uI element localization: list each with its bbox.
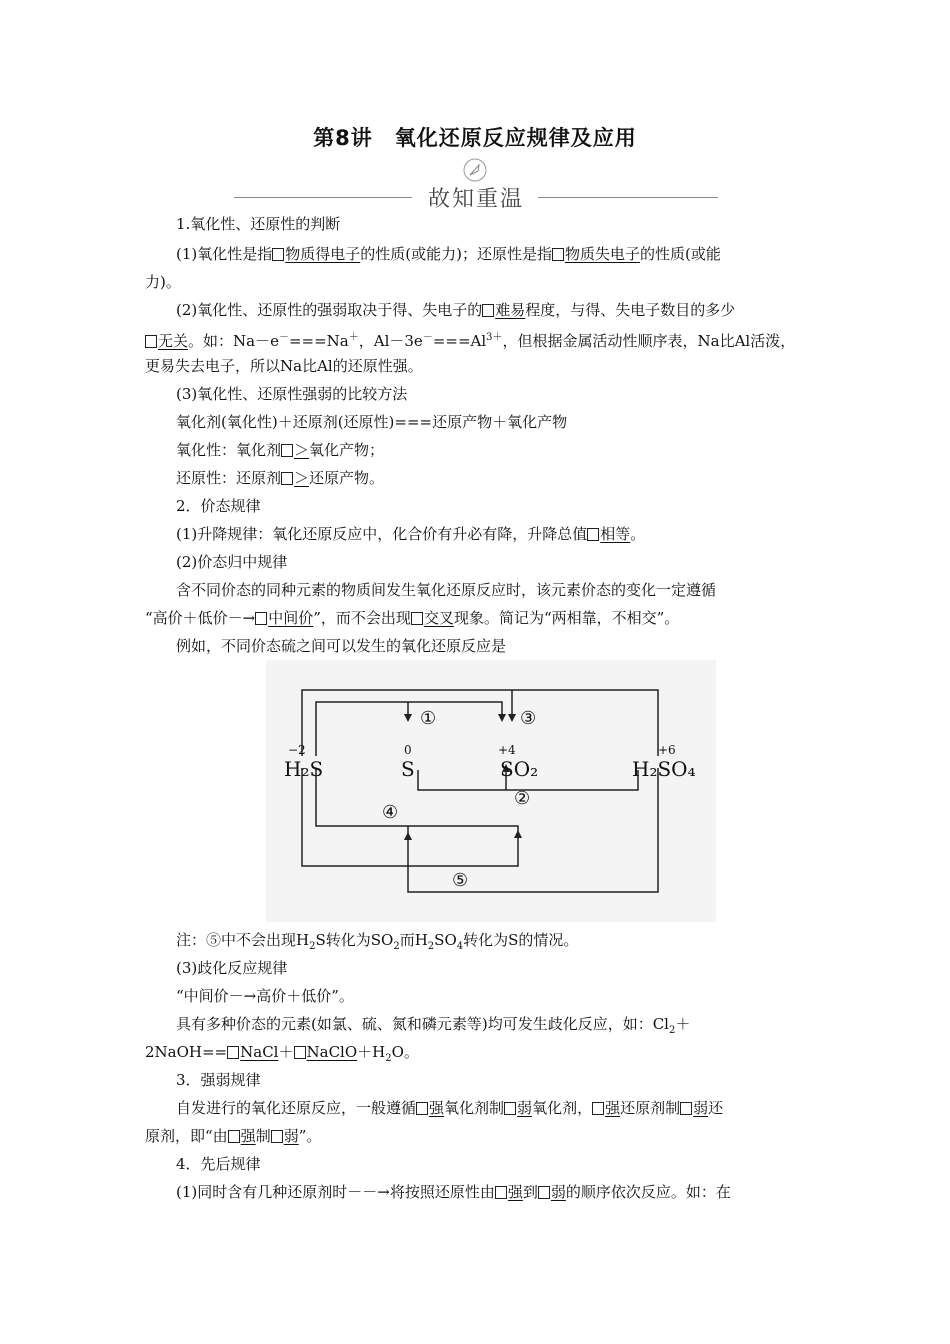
blank-box-icon — [281, 444, 293, 457]
blank-box-icon — [228, 1130, 240, 1143]
s2-p2a: 含不同价态的同种元素的物质间发生氧化还原反应时，该元素价态的变化一定遵循 — [176, 581, 717, 599]
divider-left — [234, 197, 412, 198]
divider-right — [538, 197, 718, 198]
valence-so2: +4 — [498, 743, 516, 757]
s3-p2: 原剂，即“由 强制 弱”。 — [145, 1127, 322, 1145]
s1-heading: 1.氧化性、还原性的判断 — [176, 215, 341, 233]
blank-box-icon — [281, 472, 293, 485]
blank-box-icon — [255, 612, 267, 625]
blank-box-icon — [416, 1102, 428, 1115]
blank-box-icon — [495, 1186, 507, 1199]
blank-box-icon — [294, 1046, 306, 1059]
valence-h2s: −2 — [288, 743, 306, 757]
species-s: S — [401, 757, 415, 781]
reaction-label-4: ④ — [382, 802, 399, 823]
valence-h2so4: +6 — [658, 743, 676, 757]
blank-box-icon — [482, 304, 494, 317]
blank-box-icon — [411, 612, 423, 625]
s1-p2-line2: 无关。如：Na－e－===Na＋，$Al-3e^-===Al^{3+}$，但根据金属活动性顺序表，Na比Al活泼， — [145, 328, 795, 351]
species-h2so4: H₂SO₄ — [632, 757, 696, 781]
s3-heading: 3．强弱规律 — [176, 1071, 261, 1089]
blank-box-icon — [145, 335, 157, 348]
s4-p1: (1)同时含有几种还原剂时－－→将按照还原性由 强到 弱的顺序依次反应。如：在 — [176, 1183, 731, 1201]
s2-heading: 2．价态规律 — [176, 497, 261, 515]
blank-box-icon — [552, 248, 564, 261]
blank-box-icon — [538, 1186, 550, 1199]
s2-p3: (3)歧化反应规律 — [176, 959, 288, 977]
feather-emblem-icon — [463, 158, 487, 182]
s1-p2-line3: 更易失去电子，所以Na比Al的还原性强。 — [145, 357, 423, 375]
species-so2: SO₂ — [500, 757, 539, 781]
s2-p1: (1)升降规律：氧化还原反应中，化合价有升必有降，升降总值 相等。 — [176, 525, 646, 543]
s1-p3a: 氧化剂(氧化性)＋还原剂(还原性)===还原产物＋氧化产物 — [176, 413, 568, 431]
species-h2s: H₂S — [284, 757, 324, 781]
blank-box-icon — [272, 248, 284, 261]
s3-p1: 自发进行的氧化还原反应，一般遵循 强氧化剂制 弱氧化剂， 强还原剂制 弱还 — [176, 1099, 724, 1117]
s2-p3b: 具有多种价态的元素(如氯、硫、氮和磷元素等)均可发生歧化反应，如：$Cl_2+$ — [176, 1015, 691, 1036]
s2-p2: (2)价态归中规律 — [176, 553, 288, 571]
s1-p1-line1: (1)氧化性是指 物质得电子的性质(或能力)；还原性是指 物质失电子的性质(或能 — [176, 245, 721, 263]
section-heading: 故知重温 — [427, 187, 524, 212]
page-title: 第8讲 氧化还原反应规律及应用 — [313, 126, 637, 150]
s2-p2b: “高价＋低价－→ 中间价”，而不会出现 交叉现象。简记为“两相靠，不相交”。 — [145, 609, 680, 627]
s2-p3a: “中间价－→高价＋低价”。 — [176, 987, 354, 1005]
reaction-label-5: ⑤ — [452, 870, 469, 891]
s1-p3: (3)氧化性、还原性强弱的比较方法 — [176, 385, 408, 403]
blank-box-icon — [587, 528, 599, 541]
s1-p3b: 氧化性：氧化剂 ＞氧化产物； — [176, 441, 385, 459]
reaction-label-1: ① — [420, 708, 437, 729]
s2-p3c: 2NaOH== NaCl＋ $NaClO+H_2O$。 — [145, 1043, 419, 1064]
s4-heading: 4．先后规律 — [176, 1155, 261, 1173]
s1-p1-line2: 力)。 — [145, 273, 181, 291]
section-heading-band — [230, 158, 718, 214]
blank-box-icon — [680, 1102, 692, 1115]
blank-box-icon — [271, 1130, 283, 1143]
blank-box-icon — [592, 1102, 604, 1115]
valence-s: 0 — [404, 743, 412, 757]
s2-note: 注：⑤中不会出现$H_2S$转化为$SO_2$而$H_2SO_4$转化为S的情况。 — [176, 931, 579, 952]
reaction-label-3: ③ — [520, 708, 537, 729]
s1-p3c: 还原性：还原剂 ＞还原产物。 — [176, 469, 385, 487]
s1-p2-line1: (2)氧化性、还原性的强弱取决于得、失电子的 难易程度，与得、失电子数目的多少 — [176, 301, 736, 319]
blank-box-icon — [227, 1046, 239, 1059]
s2-p2c: 例如，不同价态硫之间可以发生的氧化还原反应是 — [176, 637, 507, 655]
blank-box-icon — [504, 1102, 516, 1115]
sulfur-valence-diagram — [266, 660, 716, 922]
reaction-label-2: ② — [514, 788, 531, 809]
